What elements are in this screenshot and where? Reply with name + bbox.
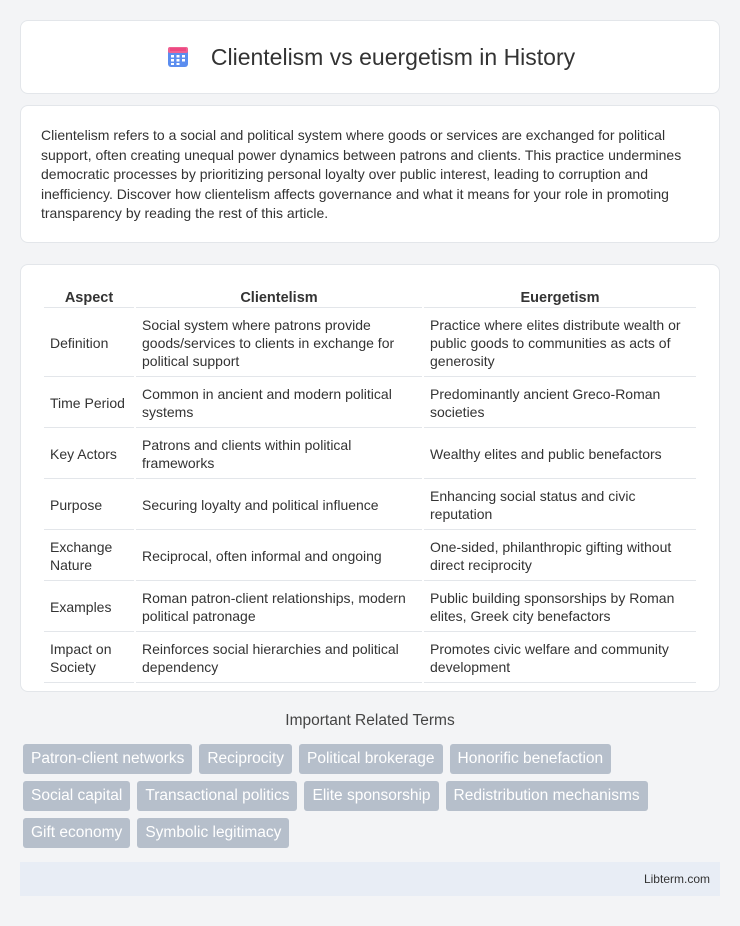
comparison-table-card xyxy=(20,264,720,692)
footer-site-link[interactable]: Libterm.com xyxy=(643,872,710,886)
clientelism-cell: Patrons and clients within political frameworks xyxy=(136,430,422,479)
tag-patron-client-networks[interactable]: Patron-client networks xyxy=(23,744,192,774)
tag-symbolic-legitimacy[interactable]: Symbolic legitimacy xyxy=(137,818,289,848)
table-row xyxy=(44,634,696,683)
intro-card xyxy=(20,105,720,243)
related-terms-section xyxy=(0,712,740,730)
clientelism-cell: Securing loyalty and political influence xyxy=(136,481,422,530)
clientelism-cell: Reciprocal, often informal and ongoing xyxy=(136,532,422,581)
aspect-cell: Exchange Nature xyxy=(44,532,134,581)
aspect-cell: Definition xyxy=(44,310,134,377)
table-header-row xyxy=(44,287,696,308)
table-row xyxy=(44,532,696,581)
comparison-table xyxy=(42,285,698,685)
table-row xyxy=(44,430,696,479)
table-row xyxy=(44,379,696,428)
tag-elite-sponsorship[interactable]: Elite sponsorship xyxy=(304,781,438,811)
euergetism-cell: Predominantly ancient Greco-Roman societies xyxy=(424,379,696,428)
footer xyxy=(20,862,720,896)
calendar-icon xyxy=(165,44,191,70)
euergetism-cell: Practice where elites distribute wealth or public goods to communities as acts of generosity xyxy=(424,310,696,377)
aspect-cell: Key Actors xyxy=(44,430,134,479)
tag-honorific-benefaction[interactable]: Honorific benefaction xyxy=(450,744,612,774)
aspect-cell: Time Period xyxy=(44,379,134,428)
table-row xyxy=(44,310,696,377)
header-euergetism: Euergetism xyxy=(424,287,696,308)
related-terms-tags xyxy=(23,744,703,848)
clientelism-cell: Reinforces social hierarchies and political dependency xyxy=(136,634,422,683)
clientelism-cell: Common in ancient and modern political systems xyxy=(136,379,422,428)
euergetism-cell: Promotes civic welfare and community development xyxy=(424,634,696,683)
tag-social-capital[interactable]: Social capital xyxy=(23,781,130,811)
tag-transactional-politics[interactable]: Transactional politics xyxy=(137,781,297,811)
euergetism-cell: Enhancing social status and civic reputation xyxy=(424,481,696,530)
table-row xyxy=(44,481,696,530)
euergetism-cell: One-sided, philanthropic gifting without direct reciprocity xyxy=(424,532,696,581)
intro-text: Clientelism refers to a social and political system where goods or services are exchanged for political support, often creating unequal power dynamics between patrons and clients. This practice undermines democratic processes by prioritizing personal loyalty over public interest, leading to corruption and inefficiency. Discover how clientelism affects governance and what it means for your role in promoting transparency by reading the rest of this article. xyxy=(41,127,682,221)
header-clientelism: Clientelism xyxy=(136,287,422,308)
euergetism-cell: Public building sponsorships by Roman elites, Greek city benefactors xyxy=(424,583,696,632)
header-card xyxy=(20,20,720,94)
related-terms-title: Important Related Terms xyxy=(285,712,455,729)
clientelism-cell: Roman patron-client relationships, modern political patronage xyxy=(136,583,422,632)
tag-reciprocity[interactable]: Reciprocity xyxy=(199,744,292,774)
clientelism-cell: Social system where patrons provide goods/services to clients in exchange for political support xyxy=(136,310,422,377)
aspect-cell: Purpose xyxy=(44,481,134,530)
header-aspect: Aspect xyxy=(44,287,134,308)
aspect-cell: Impact on Society xyxy=(44,634,134,683)
euergetism-cell: Wealthy elites and public benefactors xyxy=(424,430,696,479)
aspect-cell: Examples xyxy=(44,583,134,632)
table-row xyxy=(44,583,696,632)
tag-gift-economy[interactable]: Gift economy xyxy=(23,818,130,848)
tag-political-brokerage[interactable]: Political brokerage xyxy=(299,744,443,774)
tag-redistribution-mechanisms[interactable]: Redistribution mechanisms xyxy=(446,781,648,811)
page-title: Clientelism vs euergetism in History xyxy=(210,43,576,70)
